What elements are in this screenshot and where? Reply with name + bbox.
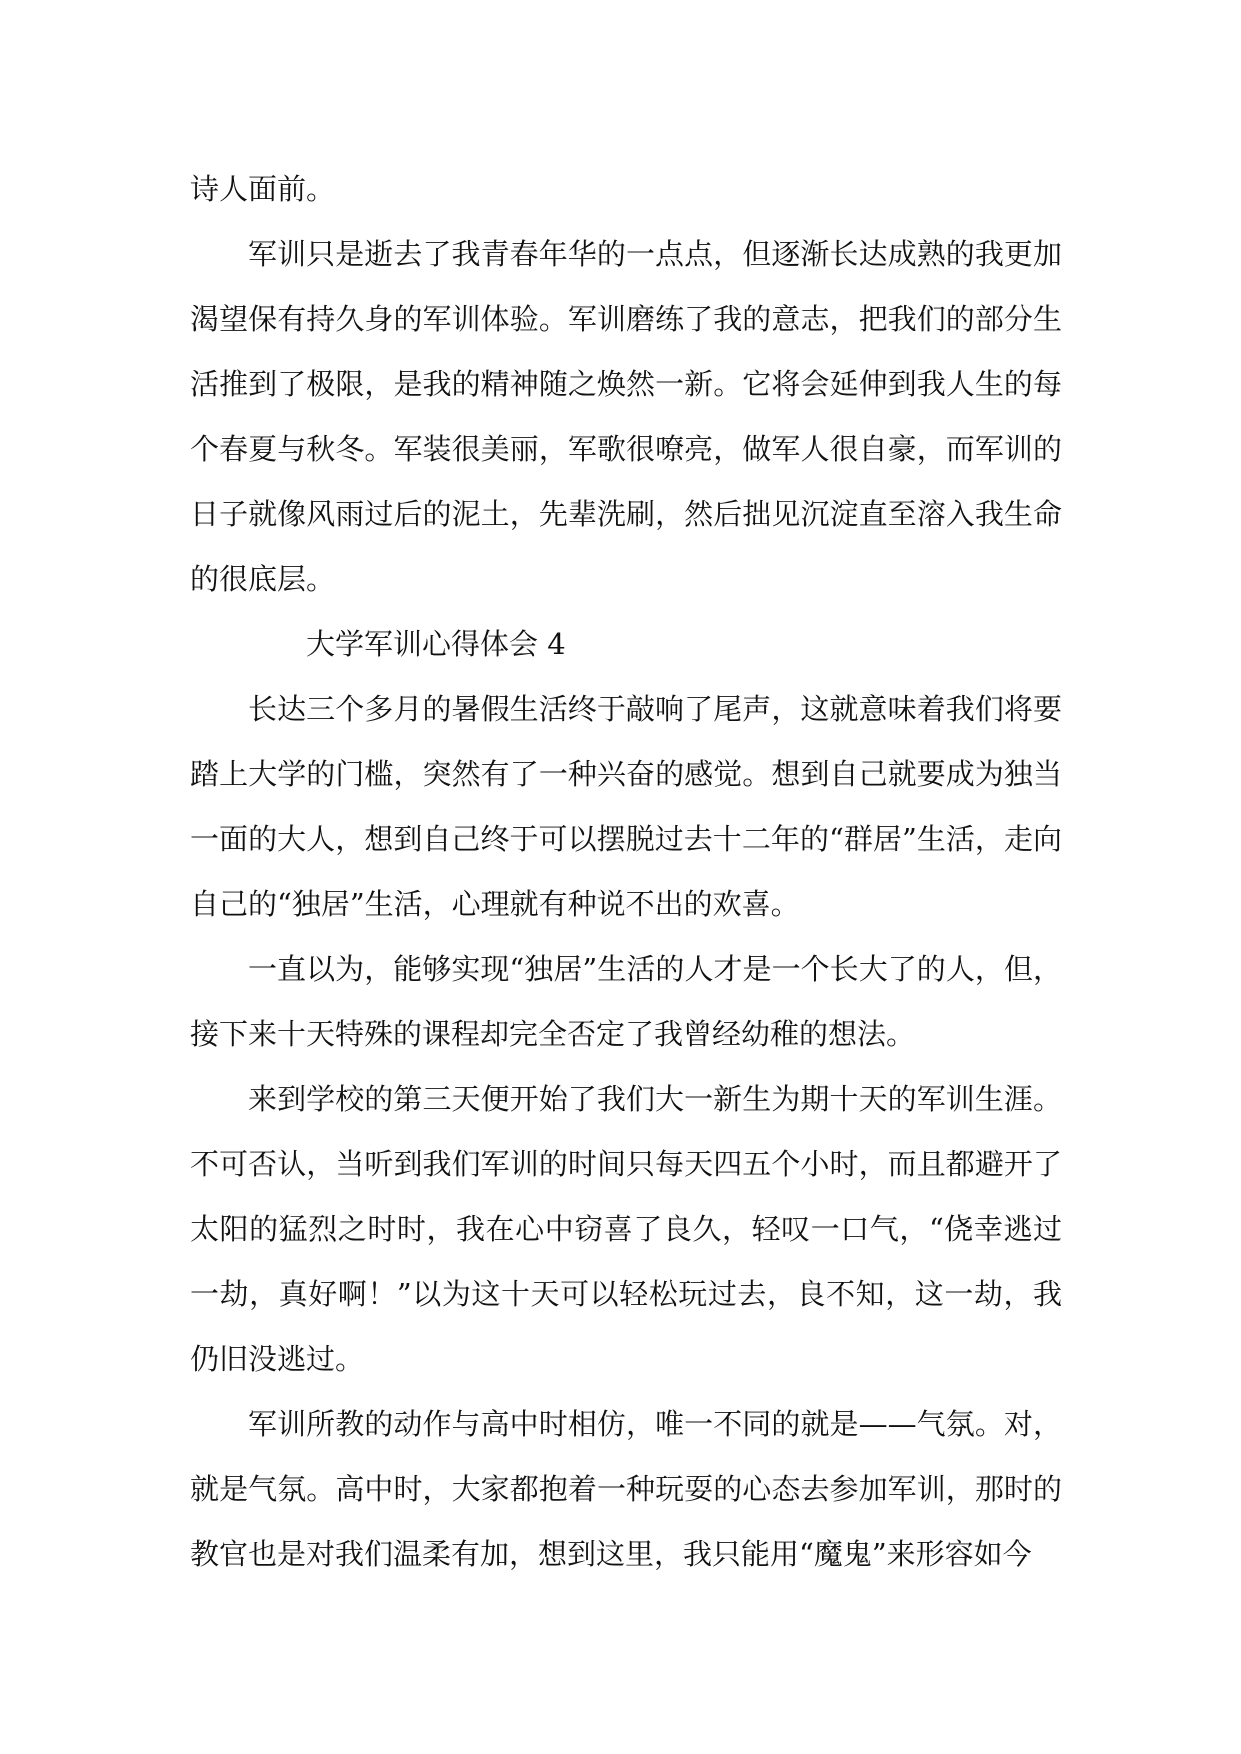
paragraph: 一直以为，能够实现“独居”生活的人才是一个长大了的人，但，接下来十天特殊的课程却完全否定了我曾经幼稚的想法。 <box>190 952 1062 1051</box>
document-body <box>190 157 1062 1587</box>
section-heading: 大学军训心得体会 4 <box>306 627 566 661</box>
paragraph: 军训只是逝去了我青春年华的一点点，但逐渐长达成熟的我更加渴望保有持久身的军训体验。军训磨练了我的意志，把我们的部分生活推到了极限，是我的精神随之焕然一新。它将会延伸到我人生的每个春夏与秋冬。军装很美丽，军歌很嘹亮，做军人很自豪，而军训的日子就像风雨过后的泥土，先辈洗刷，然后拙见沉淀直至溶入我生命的很底层。 <box>190 237 1062 596</box>
paragraph: 军训所教的动作与高中时相仿，唯一不同的就是——气氛。对，就是气氛。高中时，大家都抱着一种玩耍的心态去参加军训，那时的教官也是对我们温柔有加，想到这里，我只能用“魔鬼”来形容如今 <box>190 1407 1062 1571</box>
paragraph-continuation: 诗人面前。 <box>190 172 336 206</box>
paragraph: 长达三个多月的暑假生活终于敲响了尾声，这就意味着我们将要踏上大学的门槛，突然有了一种兴奋的感觉。想到自己就要成为独当一面的大人，想到自己终于可以摆脱过去十二年的“群居”生活，走向自己的“独居”生活，心理就有种说不出的欢喜。 <box>190 692 1062 921</box>
paragraph: 来到学校的第三天便开始了我们大一新生为期十天的军训生涯。不可否认，当听到我们军训的时间只每天四五个小时，而且都避开了太阳的猛烈之时时，我在心中窃喜了良久，轻叹一口气，“侥幸逃过一劫，真好啊！”以为这十天可以轻松玩过去，良不知，这一劫，我仍旧没逃过。 <box>190 1082 1062 1376</box>
